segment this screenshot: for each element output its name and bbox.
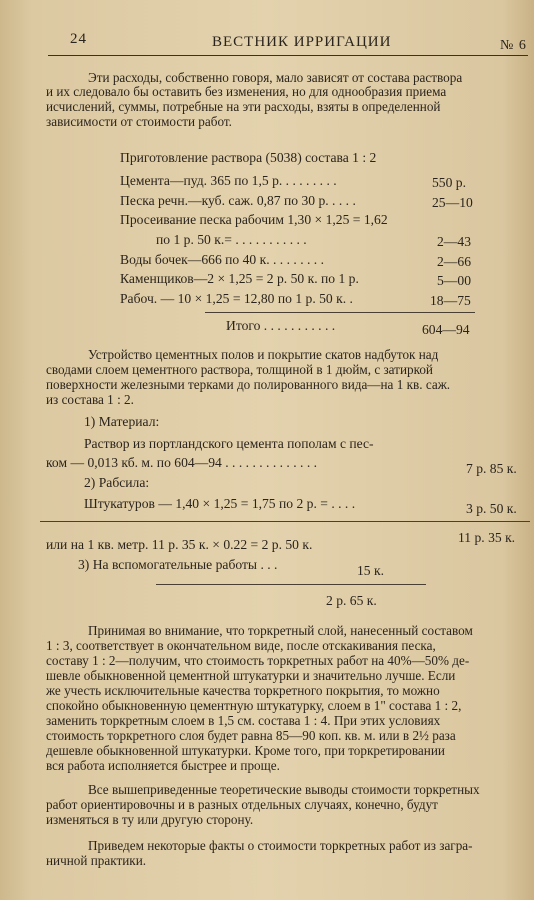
material-value: 7 р. 85 к. [466,461,517,476]
section3-line: шевле обыкновенной цементной штукатурки и значительно лучше. Если [46,668,456,683]
table1-total-rule [205,312,475,313]
section3-line: же учесть исключительные качества торкретного покрытия, то можно [46,683,440,698]
table1-row-label: Каменщиков—2 × 1,25 = 2 р. 50 к. по 1 р. [120,271,359,286]
table1-total-label: Итого . . . . . . . . . . . [226,318,336,333]
material-line: ком — 0,013 кб. м. по 604—94 . . . . . . . . . . . . . . [46,455,318,470]
section5-line: Приведем некоторые факты о стоимости торкретных работ из загра- [88,838,473,853]
section3-line: составу 1 : 2—получим, что стоимость торкретных работ на 40%—50% де- [46,653,470,668]
labor-line: Штукатуров — 1,40 × 1,25 = 1,75 по 2 р. = . . . . [84,496,356,511]
aux-line: 3) На вспомогательные работы . . . [78,557,278,572]
table1-row-label: Песка речн.—куб. саж. 0,87 по 30 р. . . . . [120,193,356,208]
section3-line: стоимость торкретного слоя будет равна 85—90 коп. кв. м. или в 2½ раза [46,728,456,743]
material-line: Раствор из портландского цемента пополам с пес- [84,436,374,451]
table1-row-label: Рабоч. — 10 × 1,25 = 12,80 по 1 р. 50 к. . [120,291,353,306]
journal-title: ВЕСТНИК ИРРИГАЦИИ [212,34,392,50]
table1-row-label: Цемента—пуд. 365 по 1,5 р. . . . . . . . . [120,173,337,188]
per-meter-line: или на 1 кв. метр. 11 р. 35 к. × 0.22 = 2 р. 50 к. [46,537,313,552]
intro-line: зависимости от стоимости работ. [46,114,232,129]
material-heading: 1) Материал: [84,414,160,429]
section2-line: поверхности железными терками до полированного вида—на 1 кв. саж. [46,377,451,392]
table1-row-value: 2—66 [437,254,471,269]
section4-line: Все вышеприведенные теоретические выводы стоимости торкретных [88,782,480,797]
section2-line: Устройство цементных полов и покрытие скатов надбуток над [88,347,439,362]
header-rule [48,55,528,56]
section4-line: работ ориентировочны и в разных отдельных случаях, конечно, будут [46,797,438,812]
table1-total-value: 604—94 [422,322,470,337]
section3-line: Принимая во внимание, что торкретный слой, нанесенный составом [88,623,473,638]
section5-line: ничной практики. [46,853,147,868]
table1-title: Приготовление раствора (5038) состава 1 : 2 [120,150,377,165]
section3-line: спокойно обыкновенную цементную штукатурку, слоем в 1" состава 1 : 2, [46,698,462,713]
section3-line: 1 : 3, соответствует в окончательном виде, после отскакивания песка, [46,638,436,653]
labor-heading: 2) Рабсила: [84,475,150,490]
final-rule [156,584,426,585]
issue-number: № 6 [500,38,527,53]
section2-line: из состава 1 : 2. [46,392,134,407]
section3-line: заменить торкретным слоем в 1,5 см. состава 1 : 4. При этих условиях [46,713,441,728]
table1-row-value: 5—00 [437,273,471,288]
subtotal-value: 11 р. 35 к. [458,530,516,545]
table1-row-value: 550 р. [432,175,466,190]
intro-line: Эти расходы, собственно говоря, мало зависят от состава раствора [88,70,463,85]
table1-row-value: 2—43 [437,234,471,249]
table1-row-value: 25—10 [432,195,473,210]
table1-row-label: Просеивание песка рабочим 1,30 × 1,25 = 1,62 [120,212,388,227]
intro-line: и их следовало бы оставить без изменения, но для однообразия приема [46,84,447,99]
subtotal-rule [40,521,530,522]
page-number: 24 [70,31,87,47]
table1-row-label: по 1 р. 50 к.= . . . . . . . . . . . [156,232,307,247]
section2-line: сводами слоем цементного раствора, толщиной в 1 дюйм, с затиркой [46,362,433,377]
intro-line: исчислений, суммы, потребные на эти расходы, взяты в определенной [46,99,441,114]
table1-row-label: Воды бочек—666 по 40 к. . . . . . . . . [120,252,324,267]
section3-line: вся работа исполняется быстрее и проще. [46,758,280,773]
labor-value: 3 р. 50 к. [466,501,517,516]
table1-row-value: 18—75 [430,293,471,308]
final-value: 2 р. 65 к. [326,593,377,608]
section4-line: изменяться в ту или другую сторону. [46,812,254,827]
section3-line: дешевле обыкновенной штукатурки. Кроме того, при торкретировании [46,743,445,758]
aux-value: 15 к. [357,563,384,578]
